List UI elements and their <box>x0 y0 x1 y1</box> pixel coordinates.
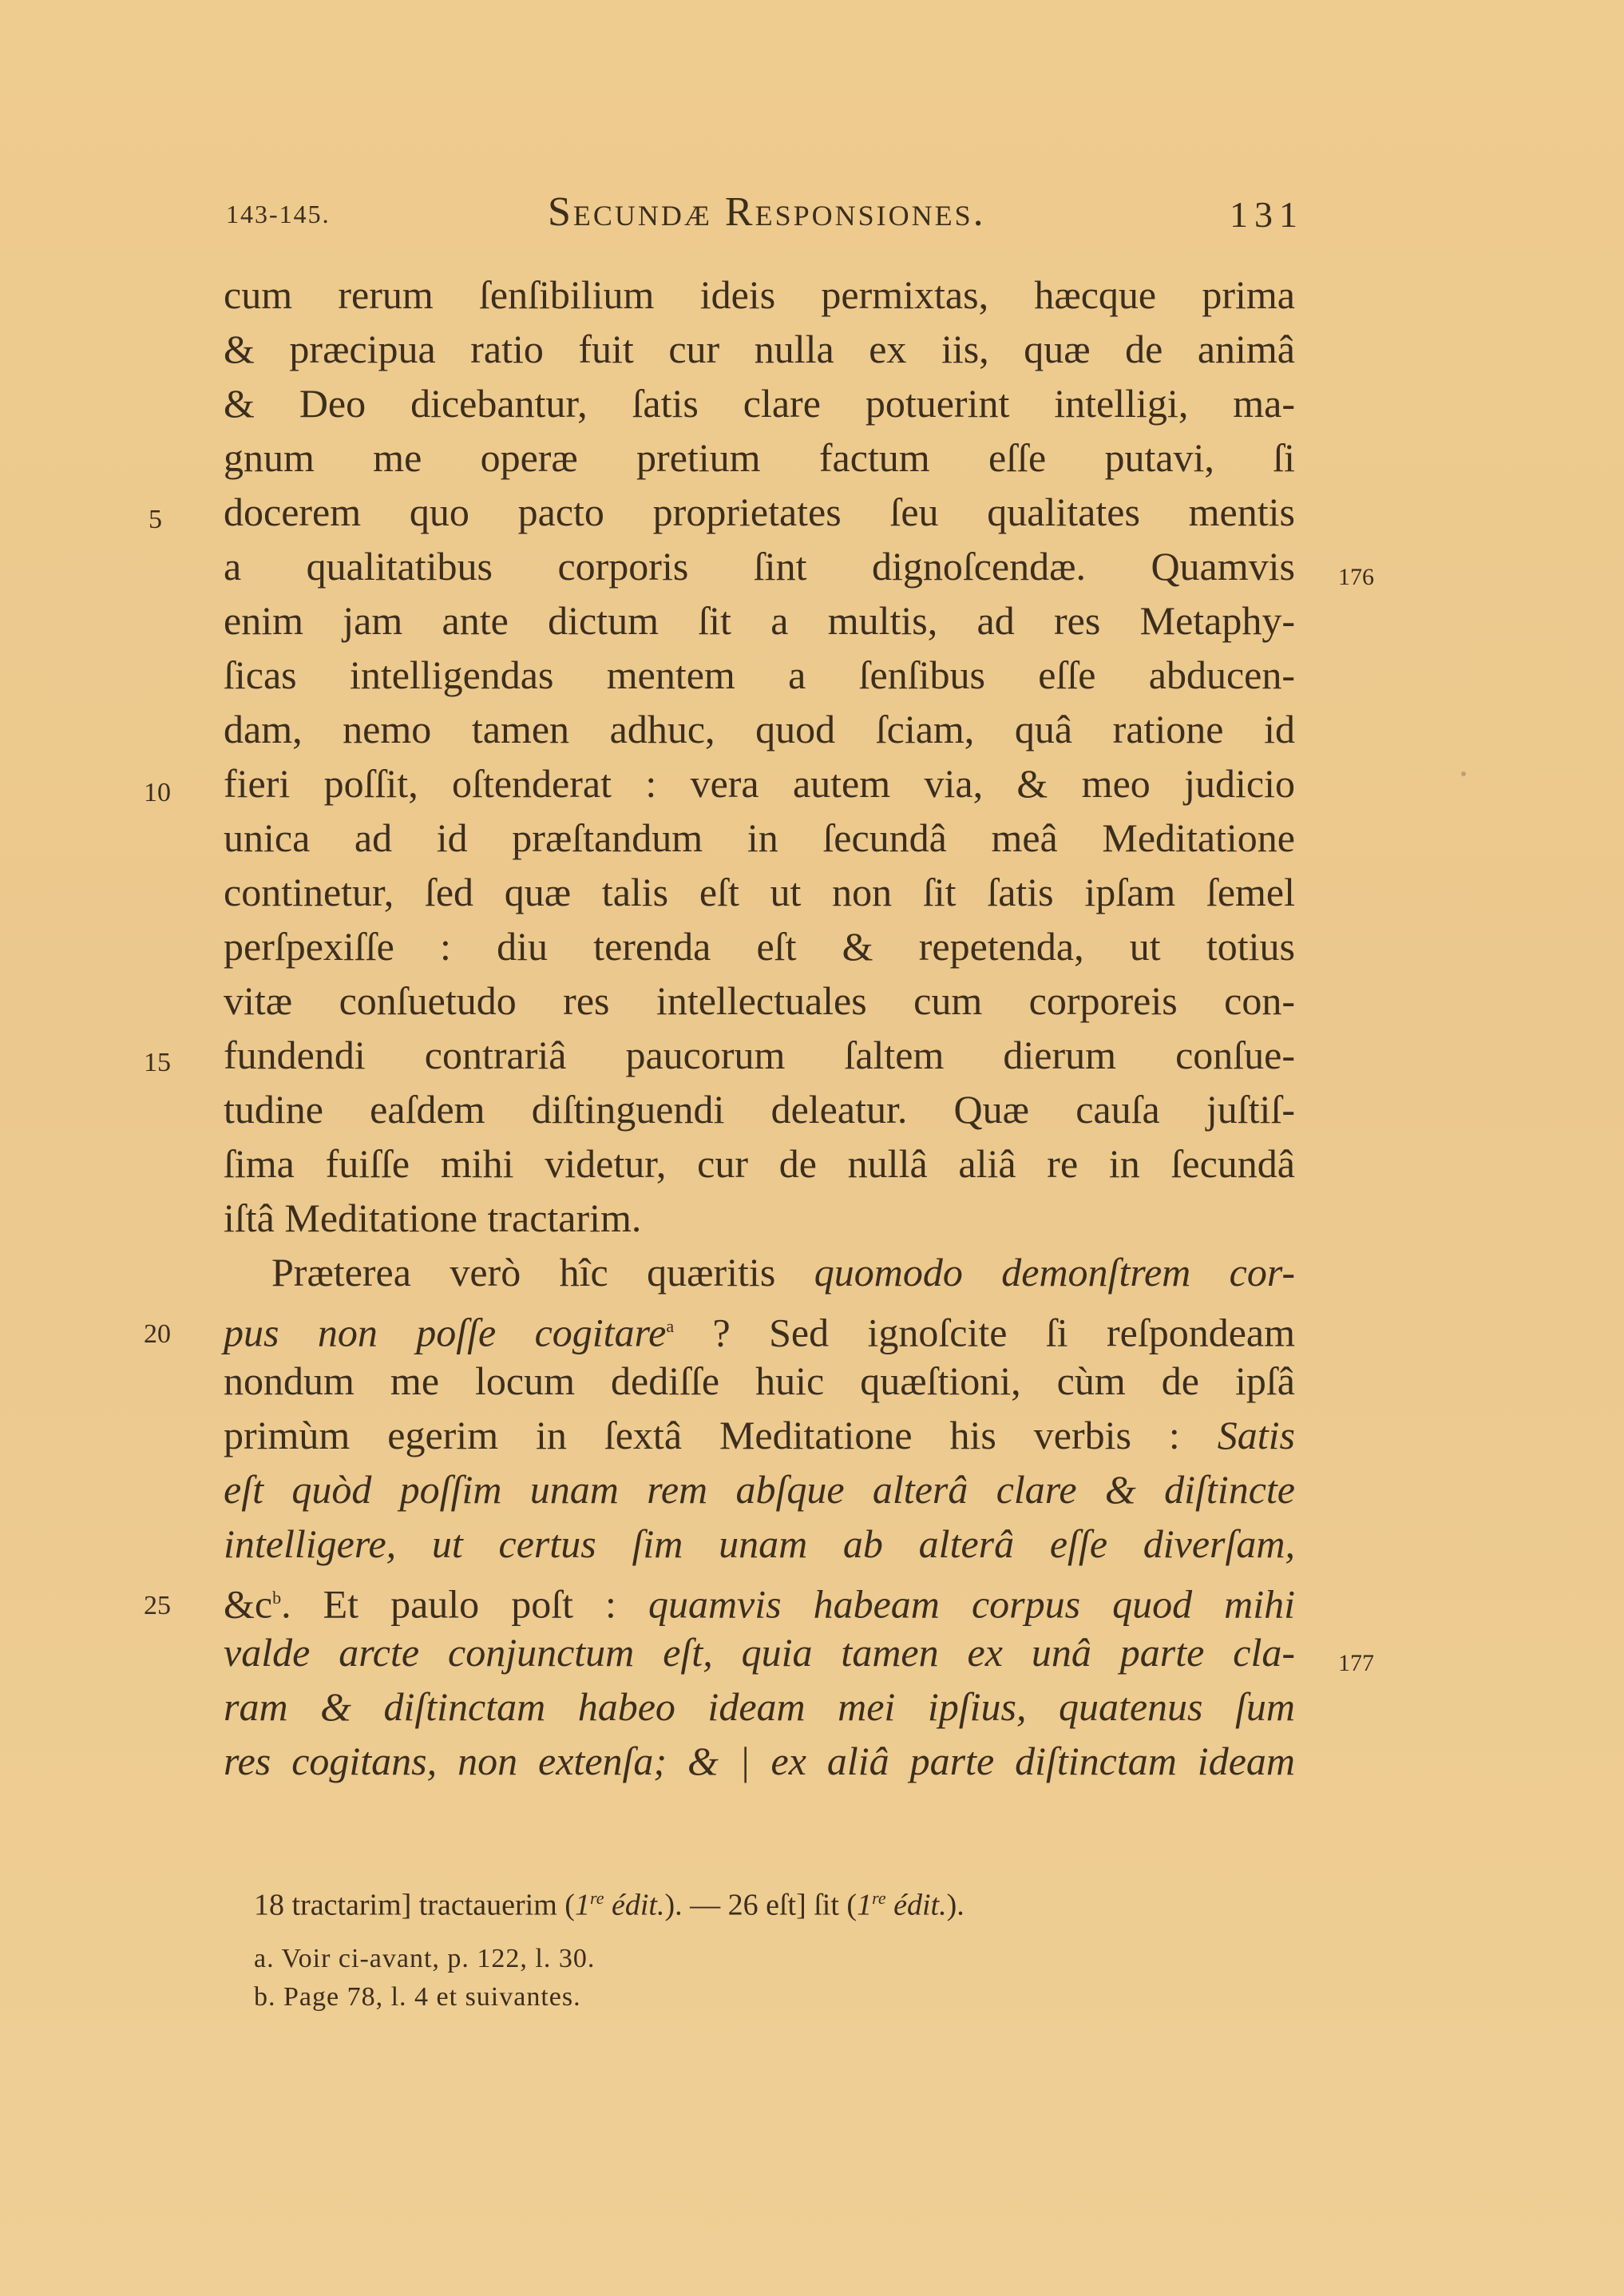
text-segment: ? Sed ignoſcite ſi reſpondeam <box>674 1310 1295 1355</box>
italic-segment: Satis <box>1217 1413 1295 1457</box>
italic-segment: quamvis habeam corpus quod mihi <box>648 1581 1295 1627</box>
text-line: tudine eaſdem diſtinguendi deleatur. Quæ cauſa juſtiſ- <box>224 1087 1295 1132</box>
text-line: ſicas intelligendas mentem a ſenſibus eſſe abducen- <box>224 652 1295 697</box>
running-header <box>0 188 1624 244</box>
line-number: 25 <box>144 1591 171 1620</box>
text-line: nondum me locum dediſſe huic quæſtioni, cùm de ipſâ <box>224 1358 1295 1403</box>
text-line: fundendi contrariâ paucorum ſaltem dierum conſue- <box>224 1033 1295 1077</box>
text-line: perſpexiſſe : diu terenda eſt & repetenda, ut totius <box>224 924 1295 969</box>
page-number: 131 <box>1230 194 1304 235</box>
text-line: & præcipua ratio fuit cur nulla ex iis, quæ de animâ <box>224 327 1295 371</box>
variant-readings: 18 tractarim] tractauerim (1re édit.). — 26 eſt] ſit (1re édit.). <box>254 1888 964 1922</box>
text-line: res cogitans, non extenſa; & | ex aliâ parte diſtinctam ideam <box>224 1739 1295 1783</box>
text-line <box>271 1246 1295 1299</box>
text-segment: Præterea verò hîc quæritis <box>271 1250 814 1295</box>
text-line <box>224 1409 1295 1461</box>
line-number: 20 <box>144 1319 171 1349</box>
text-segment: primùm egerim in ſextâ Meditatione his verbis : <box>224 1413 1218 1457</box>
page-range: 143-145. <box>226 200 331 228</box>
text-line: ſima fuiſſe mihi videtur, cur de nullâ aliâ re in ſecundâ <box>224 1141 1295 1186</box>
italic-segment: pus non poſſe cogitare <box>224 1310 667 1355</box>
margin-page-ref: 176 <box>1338 564 1374 590</box>
text-line: docerem quo pacto proprietates ſeu qualitates mentis <box>224 490 1295 534</box>
margin-page-ref: 177 <box>1338 1650 1374 1676</box>
text-line: valde arcte conjunctum eſt, quia tamen ex unâ parte cla- <box>224 1630 1295 1675</box>
footnote-b: b. Page 78, l. 4 et suivantes. <box>254 1982 581 2012</box>
text-line: continetur, ſed quæ talis eſt ut non ſit ſatis ipſam ſemel <box>224 870 1295 914</box>
line-number: 10 <box>144 778 171 807</box>
line-number: 15 <box>144 1048 171 1077</box>
note-ref-b: b <box>272 1588 282 1608</box>
text-line: enim jam ante dictum ſit a multis, ad res Metaphy- <box>224 598 1295 643</box>
text-line: vitæ conſuetudo res intellectuales cum corporeis con- <box>224 978 1295 1023</box>
text-line: intelligere, ut certus ſim unam ab alterâ eſſe diverſam, <box>224 1521 1295 1566</box>
line-number: 5 <box>149 505 162 534</box>
paper-speck <box>1461 771 1466 776</box>
text-line: gnum me operæ pretium factum eſſe putavi, ſi <box>224 435 1295 480</box>
text-line: & Deo dicebantur, ſatis clare potuerint intelligi, ma- <box>224 381 1295 426</box>
text-line: cum rerum ſenſibilium ideis permixtas, hæcque prima <box>224 272 1295 317</box>
text-segment: . Et paulo poſt : <box>281 1581 648 1627</box>
text-line: a qualitatibus corporis ſint dignoſcendæ. Quamvis <box>224 544 1295 589</box>
text-line: eſt quòd poſſim unam rem abſque alterâ clare & diſtincte <box>224 1467 1295 1512</box>
text-line: dam, nemo tamen adhuc, quod ſciam, quâ ratione id <box>224 707 1295 751</box>
footnote-a: a. Voir ci-avant, p. 122, l. 30. <box>254 1944 596 1973</box>
italic-segment: quomodo demonſtrem cor- <box>814 1250 1295 1295</box>
text-line <box>224 1300 1295 1353</box>
text-line: unica ad id præſtandum in ſecundâ meâ Meditatione <box>224 815 1295 860</box>
running-title: Secundæ Responsiones. <box>548 189 986 235</box>
text-line: fieri poſſit, oſtenderat : vera autem via, & meo judicio <box>224 761 1295 806</box>
text-line: iſtâ Meditatione tractarim. <box>224 1196 642 1240</box>
text-line: ram & diſtinctam habeo ideam mei ipſius, quatenus ſum <box>224 1684 1295 1729</box>
text-segment: &c <box>224 1581 273 1627</box>
note-ref-a: a <box>666 1316 675 1336</box>
text-line <box>224 1572 1295 1627</box>
